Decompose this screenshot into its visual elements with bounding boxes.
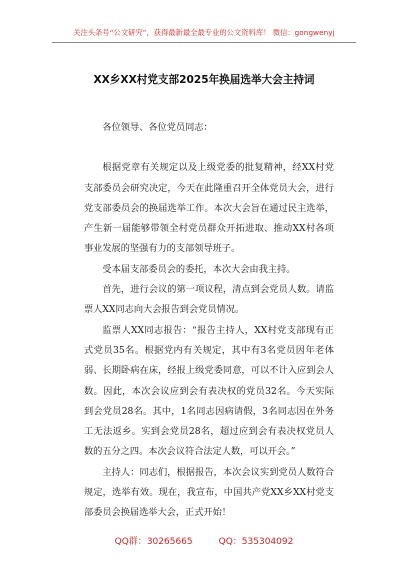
salutation: 各位领导、各位党员同志： (102, 122, 213, 133)
header-banner: 关注头条号“公文研究”，获得最新最全最专业的公文资料库！ 微信：gongwenyj (73, 28, 335, 37)
header-divider (52, 42, 356, 43)
paragraph: 首先，进行会议的第一项议程，清点到会党员人数。请监票人XX同志向大会报告到会党员情况。 (84, 284, 334, 316)
footer-contact (0, 534, 408, 547)
qq-group-label: QQ群： (114, 537, 147, 547)
paragraph: 受本届支部委员会的委托，本次大会由我主持。 (102, 263, 296, 275)
qq-label: QQ： (218, 537, 242, 547)
document-title: XX乡XX村党支部2025年换届选举大会主持词 (93, 74, 315, 86)
paragraph: 监票人XX同志报告：“报告主持人，XX村党支部现有正式党员35名。根据党内有关规定，其中有3名党员因年老体弱、长期卧病在床，经报上级党委同意，可以不计入应到会人数。因此，本次会议应到会有表决权的党员32名。今天实际到会党员28名。其中，1名同志因病请假，3名同志因在外务工无法返乡。实到会党员28名，超过应到会有表决权党员人数的五分之四。本次会议符合法定人数，可以开会。” (84, 324, 334, 458)
document-body (84, 118, 334, 524)
paragraph: 主持人：同志们，根据报告，本次会议实到党员人数符合规定，选举有效。现在，我宣布，中国共产党XX乡XX村党支部委员会换届选举大会，正式开始！ (84, 466, 334, 519)
qq-number: 535304092 (241, 537, 294, 547)
qq-group-number: 30265665 (146, 537, 193, 547)
paragraph: 根据党章有关规定以及上级党委的批复精神，经XX村党支部委员会研究决定，今天在此隆重召开全体党员大会，进行党支部委员会的换届选举工作。本次大会旨在通过民主选举，产生新一届能够带领全村党员群众开拓进取、推动XX村各项事业发展的坚强有力的支部领导班子。 (84, 162, 334, 255)
